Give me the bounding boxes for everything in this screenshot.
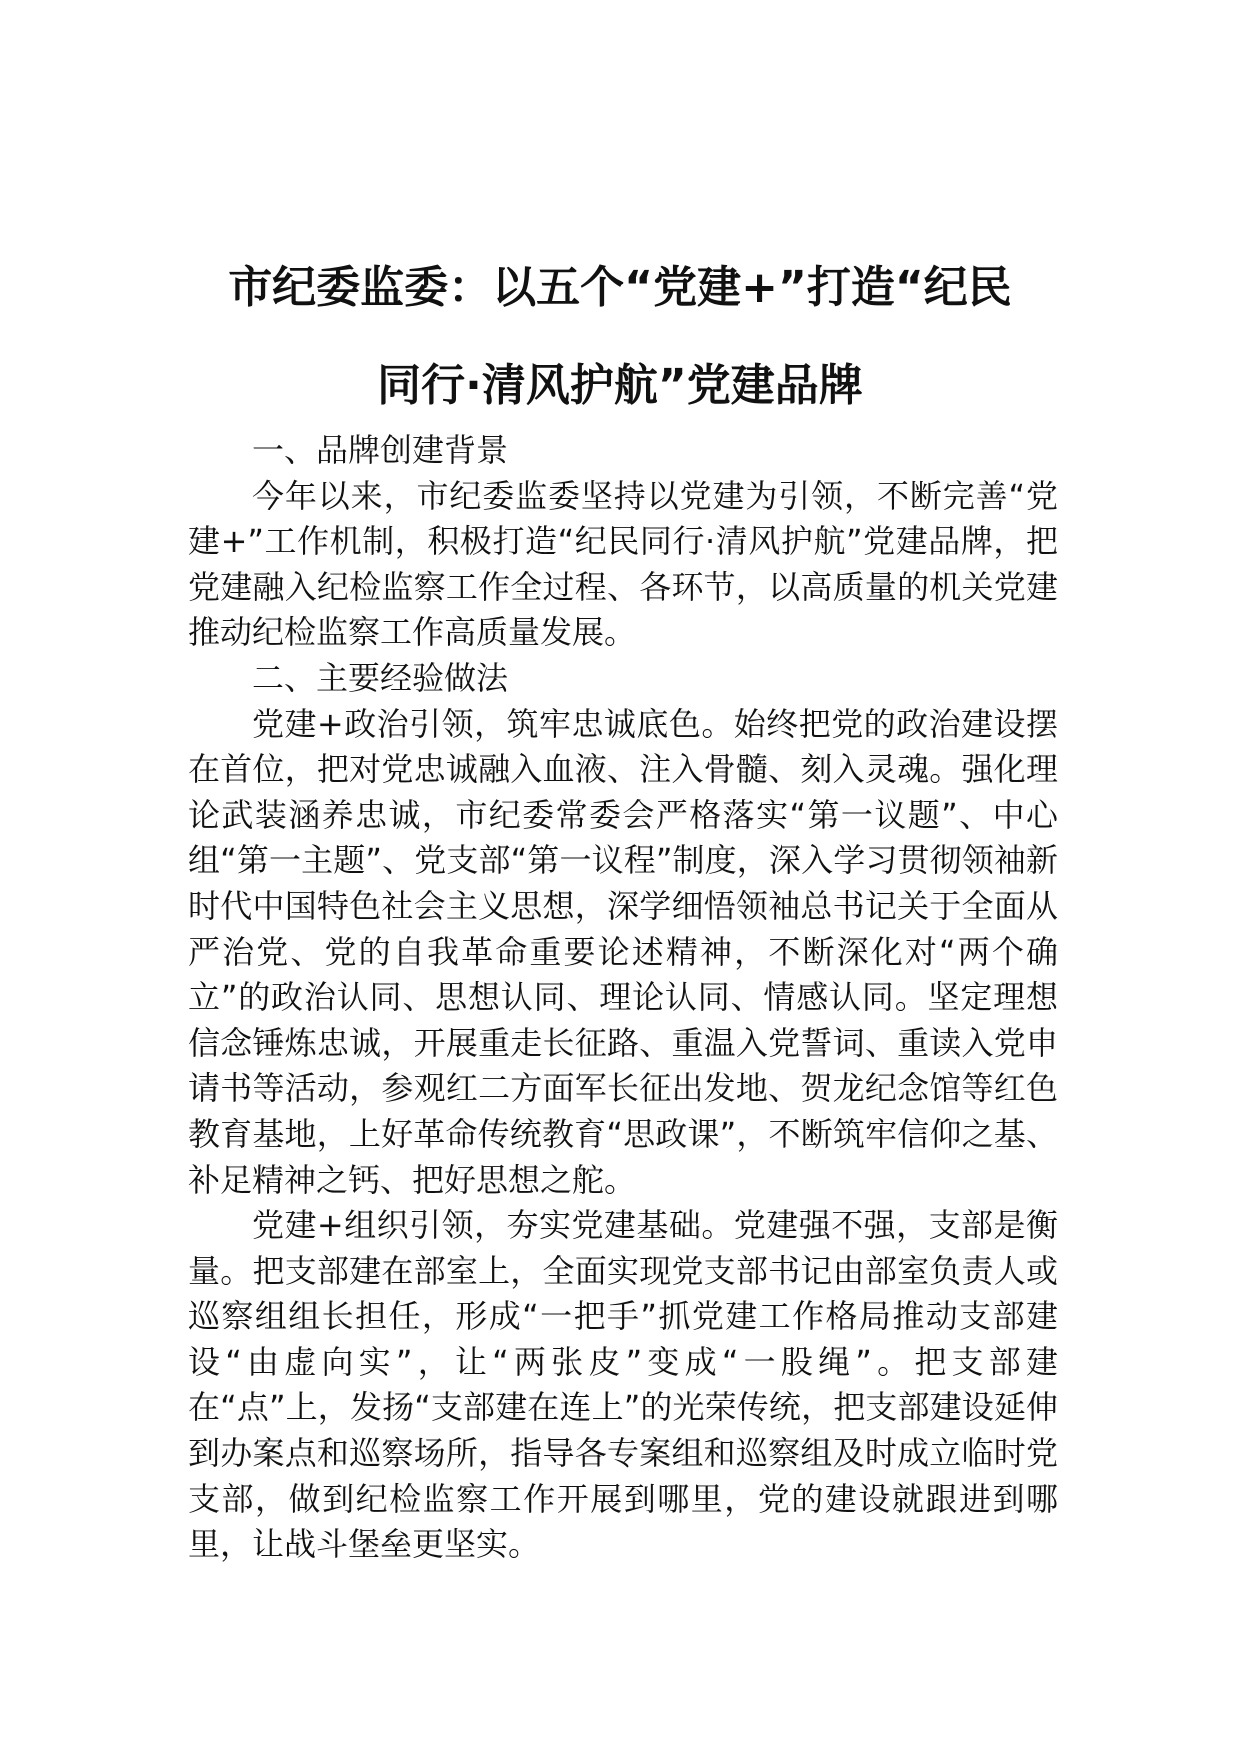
paragraph-political-leadership: 党建+政治引领，筑牢忠诚底色。始终把党的政治建设摆在首位，把对党忠诚融入血液、注入骨髓、刻入灵魂。强化理论武装涵养忠诚，市纪委常委会严格落实“第一议题”、中心组“第一主题”、党支部“第一议程”制度，深入学习贯彻领袖新时代中国特色社会主义思想，深学细悟领袖总书记关于全面从严治党、党的自我革命重要论述精神，不断深化对“两个确立”的政治认同、思想认同、理论认同、情感认同。坚定理想信念锤炼忠诚，开展重走长征路、重温入党誓词、重读入党申请书等活动，参观红二方面军长征出发地、贺龙纪念馆等红色教育基地，上好革命传统教育“思政课”，不断筑牢信仰之基、补足精神之钙、把好思想之舵。: [188, 704, 1058, 1199]
section-heading-background: 一、品牌创建背景: [252, 431, 509, 469]
document-body: [188, 428, 1058, 1568]
paragraph-background: 今年以来，市纪委监委坚持以党建为引领，不断完善“党建+”工作机制，积极打造“纪民同行·清风护航”党建品牌，把党建融入纪检监察工作全过程、各环节，以高质量的机关党建推动纪检监察工作高质量发展。: [188, 476, 1058, 652]
paragraph-organizational-leadership: 党建+组织引领，夯实党建基础。党建强不强，支部是衡量。把支部建在部室上，全面实现党支部书记由部室负责人或巡察组组长担任，形成“一把手”抓党建工作格局推动支部建设“由虚向实”，让“两张皮”变成“一股绳”。把支部建在“点”上，发扬“支部建在连上”的光荣传统，把支部建设延伸到办案点和巡察场所，指导各专案组和巡察组及时成立临时党支部，做到纪检监察工作开展到哪里，党的建设就跟进到哪里，让战斗堡垒更坚实。: [188, 1206, 1058, 1564]
section-heading-practices: 二、主要经验做法: [252, 658, 509, 697]
title-line-2: 同行·清风护航”党建品牌: [377, 360, 863, 412]
document-title: [180, 239, 1060, 435]
title-line-1: 市纪委监委：以五个“党建+”打造“纪民: [228, 262, 1012, 314]
